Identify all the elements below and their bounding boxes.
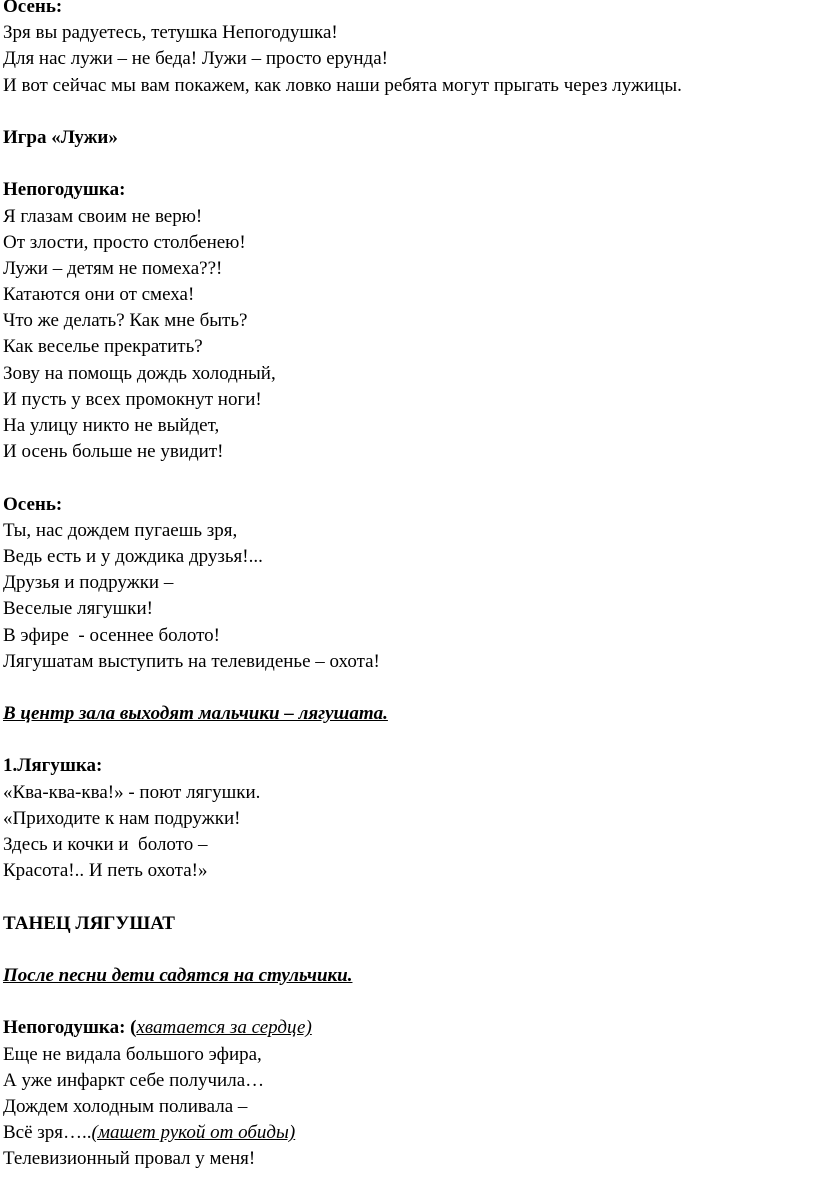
text-line: Лягушатам выступить на телевиденье – охота! — [3, 650, 380, 672]
text-line: Телевизионный провал у меня! — [3, 1148, 256, 1170]
stage-direction: После песни дети садятся на стульчики. — [3, 964, 353, 986]
text-line: Как веселье прекратить? — [3, 336, 203, 358]
text-line — [3, 1120, 816, 1146]
text-line: И вот сейчас мы вам покажем, как ловко наши ребята могут прыгать через лужицы. — [3, 74, 682, 96]
text-line: И пусть у всех промокнут ноги! — [3, 388, 262, 410]
text-line: Еще не видала большого эфира, — [3, 1043, 262, 1065]
text-line: Зову на помощь дождь холодный, — [3, 362, 276, 384]
dance-title: ТАНЕЦ ЛЯГУШАТ — [3, 912, 175, 934]
text-line: Красота!.. И петь охота!» — [3, 860, 208, 882]
text-line: Что же делать? Как мне быть? — [3, 310, 248, 332]
spacer — [3, 99, 816, 125]
remark-open: ( — [125, 1017, 137, 1039]
text-line: Для нас лужи – не беда! Лужи – просто ерунда! — [3, 48, 388, 70]
speaker-autumn: Осень: — [3, 0, 63, 17]
text-line: Здесь и кочки и болото – — [3, 834, 208, 855]
text-line: Катаются они от смеха! — [3, 284, 195, 306]
text-line: Ведь есть и у дождика друзья!... — [3, 545, 263, 567]
spacer — [3, 989, 816, 1015]
stage-remark: (машет рукой от обиды) — [91, 1122, 296, 1144]
spacer — [3, 465, 816, 491]
spacer — [3, 937, 816, 963]
speaker-autumn: Осень: — [3, 493, 63, 515]
text-line: Зря вы радуетесь, тетушка Непогодушка! — [3, 22, 338, 44]
text-line: Дождем холодным поливала – — [3, 1095, 248, 1117]
text-fragment: Всё зря….. — [3, 1122, 92, 1144]
text-line: «Ква-ква-ква!» - поют лягушки. — [3, 781, 261, 803]
text-line: От злости, просто столбенею! — [3, 231, 246, 253]
stage-remark: хватается за сердце) — [136, 1017, 312, 1039]
text-line: Ты, нас дождем пугаешь зря, — [3, 519, 238, 541]
text-line: И осень больше не увидит! — [3, 441, 224, 463]
speaker-bad-weather: Непогодушка: — [3, 179, 126, 201]
text-line: А уже инфаркт себе получила… — [3, 1069, 265, 1091]
speaker-bad-weather: Непогодушка: — [3, 1017, 126, 1039]
spacer — [3, 727, 816, 753]
stage-direction: В центр зала выходят мальчики – лягушата. — [3, 703, 388, 725]
text-line: Друзья и подружки – — [3, 572, 174, 594]
spacer — [3, 884, 816, 910]
speaker-frog: 1.Лягушка: — [3, 755, 103, 777]
spacer — [3, 675, 816, 701]
text-line: Веселые лягушки! — [3, 598, 153, 620]
spacer — [3, 151, 816, 177]
game-title: Игра «Лужи» — [3, 126, 118, 148]
speaker-line — [3, 1015, 816, 1041]
text-line: Лужи – детям не помеха??! — [3, 257, 223, 279]
text-line: В эфире - осеннее болото! — [3, 624, 221, 646]
text-line: На улицу никто не выйдет, — [3, 415, 220, 436]
text-line: «Приходите к нам подружки! — [3, 807, 241, 829]
text-line: Я глазам своим не верю! — [3, 205, 203, 227]
